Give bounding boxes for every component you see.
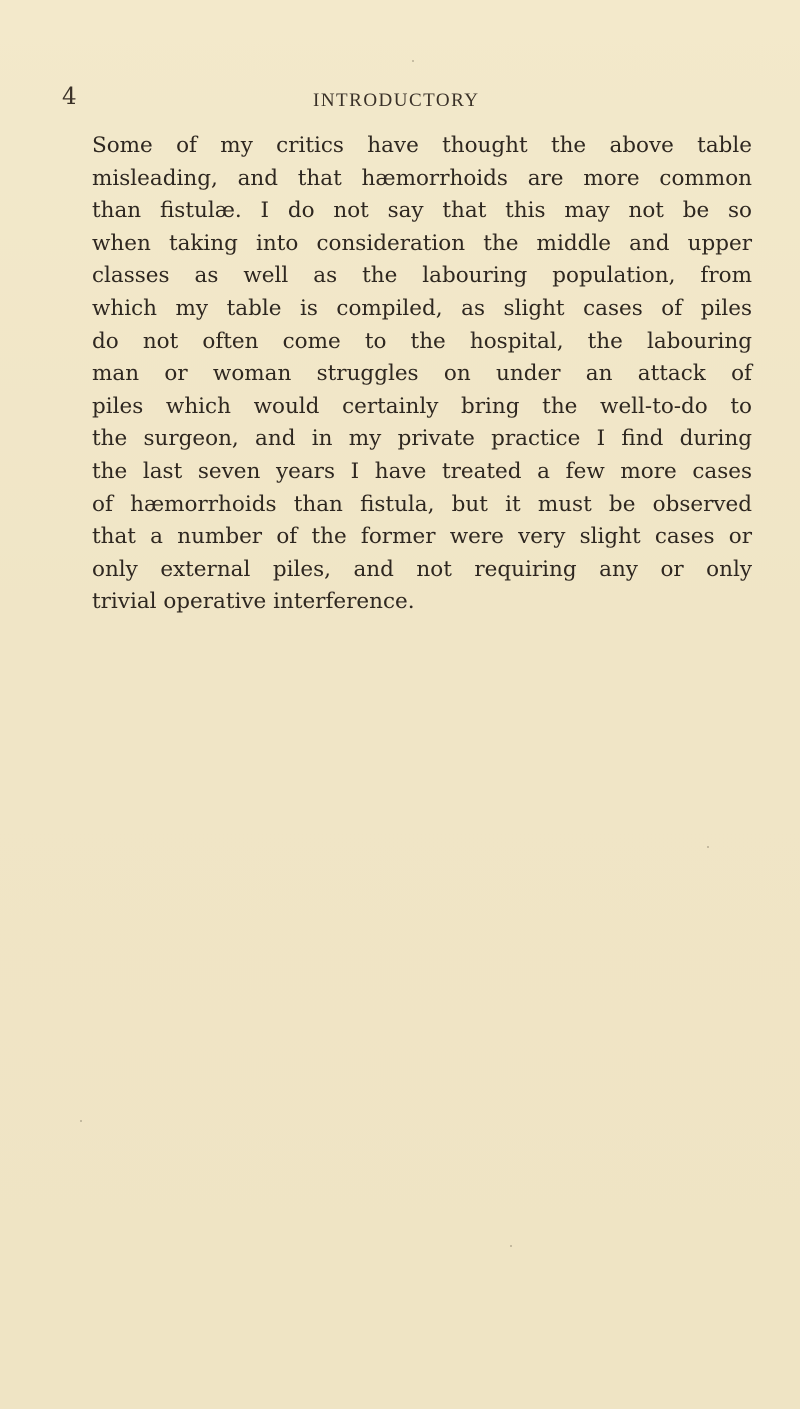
paper-speck xyxy=(80,1120,82,1122)
page-number: 4 xyxy=(62,84,77,110)
text-line: classes as well as the labouring population, from xyxy=(92,263,752,289)
text-line: only external piles, and not requiring any or only xyxy=(92,556,752,582)
running-head xyxy=(0,84,800,120)
running-title: INTRODUCTORY xyxy=(313,90,480,111)
text-line: the last seven years I have treated a few more cases xyxy=(92,458,752,484)
body-paragraph xyxy=(92,130,752,619)
paper-speck xyxy=(707,846,709,848)
text-line: do not often come to the hospital, the labouring xyxy=(92,328,752,354)
text-line: of hæmorrhoids than fistula, but it must be observed xyxy=(92,491,752,517)
text-line: misleading, and that hæmorrhoids are more common xyxy=(92,165,752,191)
text-line: piles which would certainly bring the well-to-do to xyxy=(92,393,752,419)
text-line: which my table is compiled, as slight cases of piles xyxy=(92,295,752,321)
text-line: the surgeon, and in my private practice I find during xyxy=(92,426,752,452)
text-line: than fistulæ. I do not say that this may not be so xyxy=(92,198,752,224)
paper-speck xyxy=(510,1245,512,1247)
text-line: when taking into consideration the middle and upper xyxy=(92,230,752,256)
text-line: trivial operative interference. xyxy=(92,589,415,615)
text-line: Some of my critics have thought the above table xyxy=(92,133,752,158)
paper-speck xyxy=(412,60,414,62)
text-line: that a number of the former were very slight cases or xyxy=(92,524,752,550)
text-line: man or woman struggles on under an attack of xyxy=(92,361,752,387)
